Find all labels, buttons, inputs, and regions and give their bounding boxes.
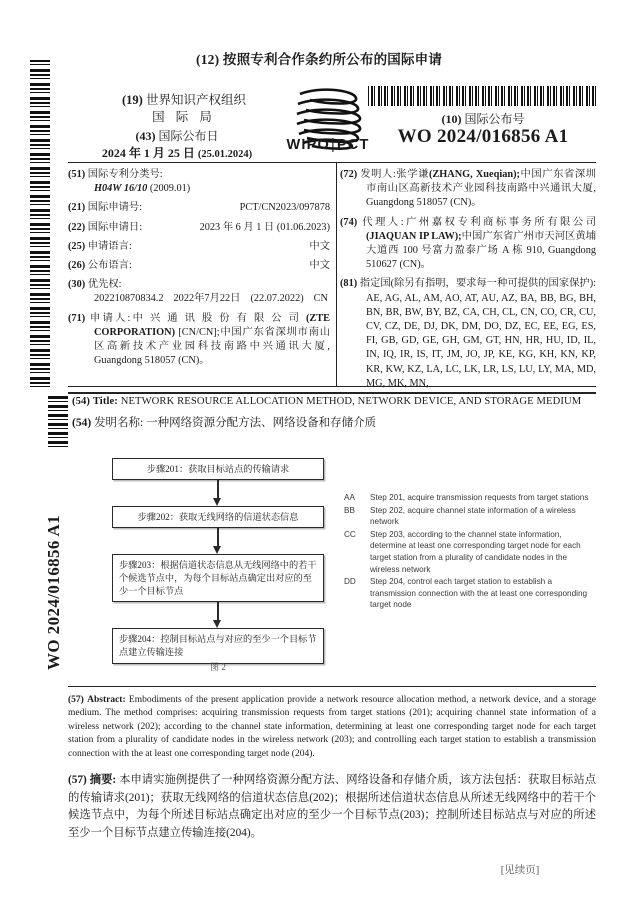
legend-item: [344, 529, 594, 575]
publication-date-block: [70, 128, 284, 163]
title-cn-value: 一种网络资源分配方法、网络设备和存储介质: [146, 417, 377, 429]
legend-item: [344, 492, 594, 504]
inventor-address: 中国广东省深圳市南山区高新技术产业园科技南路中兴通讯大厦, Guangdong 518057 (CN)。: [366, 169, 597, 209]
pubdate-label: 国际公布日: [158, 129, 219, 143]
priority-date-cn: 2022年7月22日: [173, 293, 241, 305]
column-divider: [336, 162, 337, 387]
inventor-tag: (72): [340, 169, 358, 180]
pubnum-label: 国际公布号: [464, 112, 525, 126]
agent-address: 中国广东省广州市天河区黄埔大道西 100 号富力盈泰广场 A 栋 910, Guangdong 510627 (CN)。: [366, 230, 596, 271]
abstract-en-tag: (57): [68, 695, 84, 705]
appl-lang-label: 申请语言:: [87, 240, 132, 252]
agent-label: 代理人:: [362, 216, 404, 228]
appl-number-label: 国际申请号:: [87, 202, 143, 214]
appl-lang-value: 中文: [309, 240, 330, 252]
ipc-label: 国际专利分类号:: [87, 169, 163, 180]
title-barcode: [48, 396, 68, 448]
pub-lang-tag: (26): [68, 260, 86, 272]
wipo-logo-wordmark: [276, 137, 380, 153]
legend-text: Step 203, according to the channel state information, determine at least one corresponding target node for each target station from a plurality of candidate nodes in the wireless network: [370, 529, 581, 574]
legend-item: [344, 505, 594, 528]
org-name: 世界知识产权组织: [145, 93, 246, 107]
pubnum-tag: (10): [441, 112, 462, 126]
field-inventor: [340, 168, 596, 211]
field-application-number: [68, 201, 330, 215]
flow-box-step-202: 步骤202：获取无线网络的信道状态信息: [112, 506, 324, 528]
title-cn-label: 发明名称:: [94, 417, 144, 429]
title-cn-tag: (54): [72, 417, 92, 429]
flow-arrow-1: [112, 480, 324, 506]
ipc-code: H04W 16/10: [94, 183, 148, 195]
priority-tag: (30): [68, 279, 86, 291]
priority-number: 202210870834.2: [94, 293, 164, 305]
title-english: [72, 396, 596, 407]
abstract-en-label: Abstract:: [87, 695, 126, 705]
continuation-note: [见续页]: [500, 865, 540, 876]
org-office: 国 际 局: [152, 110, 216, 124]
agent-tag: (74): [340, 216, 358, 228]
biblio-left-column: [68, 168, 330, 373]
legend-text: Step 202, acquire channel state information of a wireless network: [370, 505, 576, 527]
applicant-name-en: (ZTE CORPORATION): [94, 312, 331, 338]
title-en-tag: (54): [72, 396, 91, 407]
divider-top: [68, 162, 596, 163]
field-agent: [340, 216, 596, 273]
pub-lang-label: 公布语言:: [87, 260, 132, 272]
biblio-right-column: [340, 168, 596, 396]
legend-key: BB: [344, 505, 355, 515]
field-application-language: [68, 240, 330, 254]
pub-lang-value: 中文: [309, 260, 330, 272]
ipc-version: (2009.01): [149, 183, 191, 195]
abstract-chinese: [68, 772, 596, 842]
applicant-label: 申请人:: [89, 312, 131, 324]
agent-name-cn: 广州嘉权专利商标事务所有限公司: [403, 216, 596, 228]
abstract-cn-tag: (57): [68, 774, 87, 786]
designated-states-list: AE, AG, AL, AM, AO, AT, AU, AZ, BA, BB, BG, BH, BN, BR, BW, BY, BZ, CA, CH, CL, CN, CO, CR, CU, CV, CZ, DE, DJ, DK, DM, DO, DZ, EC, EE, EG, ES, FI, GB, GD, GE, GH, GM, GT, HN, HR, HU, ID, IL, IN, IQ, IR, IS, IT, JM, JO, JP, KE, KG, KH, KN, KP, KR, KW, KZ, LA, LC, LK, LR, LS, LU, LY, MA, MD, MG, MK, MN,: [366, 292, 596, 389]
inventor-name-cn: 张学谦: [395, 169, 429, 180]
legend-item: [344, 576, 594, 611]
abstract-en-text: Embodiments of the present application provide a network resource allocation method, a network device, and a storage medium. The method comprises: acquiring transmission requests from target stations (201); acquiring channel state information of a wireless network (202); according to the channel state information, determining at least one corresponding target node for each target station from a plurality of candidate nodes in the wireless network (203); and controlling each target station to establish a transmission connection with the at least one corresponding target node (204).: [68, 695, 597, 759]
side-barcode: [30, 60, 50, 390]
legend-key: DD: [344, 577, 356, 587]
title-chinese: [72, 414, 596, 430]
appl-number-tag: (21): [68, 202, 86, 214]
field-ipc: [68, 168, 330, 196]
abstract-cn-label: 摘要:: [89, 774, 117, 786]
applicant-tag: (71): [68, 312, 86, 324]
flow-box-step-201: 步骤201：获取目标站点的传输请求: [112, 458, 324, 480]
pubdate-value-cn: 2024 年 1 月 25 日: [101, 146, 195, 160]
side-strip: [26, 60, 63, 850]
wipo-word: WIPO: [286, 137, 330, 153]
inventor-name-en: (ZHANG, Xueqian);: [428, 169, 520, 180]
organization-block: [84, 92, 284, 126]
field-application-date: [68, 221, 330, 235]
priority-country: CN: [313, 293, 328, 305]
legend-text: Step 204, control each target station to establish a transmission connection with the at least one corresponding target node: [370, 577, 588, 610]
field-priority: [68, 278, 330, 306]
divider-abstract-top: [68, 686, 596, 687]
figure-legend: [344, 492, 594, 612]
agent-name-en: (JIAQUAN IP LAW);: [366, 230, 462, 242]
org-tag: (19): [122, 93, 143, 107]
field-applicant: [68, 312, 330, 369]
applicant-nationality: [CN/CN];: [178, 326, 220, 338]
legend-key: CC: [344, 529, 356, 539]
priority-label: 优先权:: [87, 279, 122, 291]
publication-number-label-block: [368, 110, 598, 127]
designated-states-tag: (81): [340, 278, 358, 290]
kind-of-document-line: (12) 按照专利合作条约所公布的国际申请: [196, 52, 443, 67]
ipc-tag: (51): [68, 169, 86, 180]
title-en-value: NETWORK RESOURCE ALLOCATION METHOD, NETWORK DEVICE, AND STORAGE MEDIUM: [120, 396, 582, 407]
figure-caption: 图 2: [210, 662, 226, 672]
designated-states-label: 指定国(除另有指明，要求每一种可提供的国家保护):: [359, 278, 596, 290]
appl-number-value: PCT/CN2023/097878: [239, 202, 330, 214]
priority-date-iso: (22.07.2022): [250, 293, 304, 305]
flow-box-step-203: 步骤203：根据信道状态信息从无线网络中的若干个候选节点中，为每个目标站点确定出对应的至少一个目标节点: [112, 554, 324, 602]
field-publication-language: [68, 259, 330, 273]
abstract-english: [68, 694, 596, 761]
inventor-label: 发明人:: [360, 169, 396, 180]
field-designated-states: [340, 277, 596, 391]
legend-text: Step 201, acquire transmission requests from target stations: [370, 493, 589, 502]
abstract-cn-text: 本申请实施例提供了一种网络资源分配方法、网络设备和存储介质，该方法包括：获取目标站点的传输请求(201)；获取无线网络的信道状态信息(202)；根据所述信道状态信息从所述无线网络中的若干个候选节点中，为每个所述目标站点确定出对应的至少一个目标节点(203)；控制所述目标站点与对应的所述至少一个目标节点建立传输连接(204)。: [68, 774, 597, 839]
pct-word: PCT: [336, 137, 370, 153]
pubdate-value-iso: (25.01.2024): [197, 149, 253, 160]
appl-date-value: 2023 年 6 月 1 日 (01.06.2023): [199, 221, 330, 233]
side-publication-id: WO 2024/016856 A1: [44, 514, 63, 670]
publication-barcode: [368, 86, 598, 106]
appl-date-label: 国际申请日:: [87, 221, 143, 233]
wipo-sep: |: [330, 137, 336, 153]
pubdate-tag: (43): [135, 129, 156, 143]
legend-key: AA: [344, 493, 355, 502]
applicant-address: 中国广东省深圳市南山区高新技术产业园科技南路中兴通讯大厦, Guangdong 518057 (CN)。: [94, 326, 331, 367]
flow-arrow-3: [112, 602, 324, 628]
flow-box-step-204: 步骤204：控制目标站点与对应的至少一个目标节点建立传输连接: [112, 628, 324, 664]
publication-number: WO 2024/016856 A1: [397, 126, 569, 147]
appl-lang-tag: (25): [68, 240, 86, 252]
applicant-name-cn: 中 兴 通 讯 股 份 有 限 公 司: [130, 312, 302, 324]
figure-flowchart: [112, 458, 324, 664]
title-en-label: Title:: [92, 396, 118, 407]
appl-date-tag: (22): [68, 221, 86, 233]
flow-arrow-2: [112, 528, 324, 554]
